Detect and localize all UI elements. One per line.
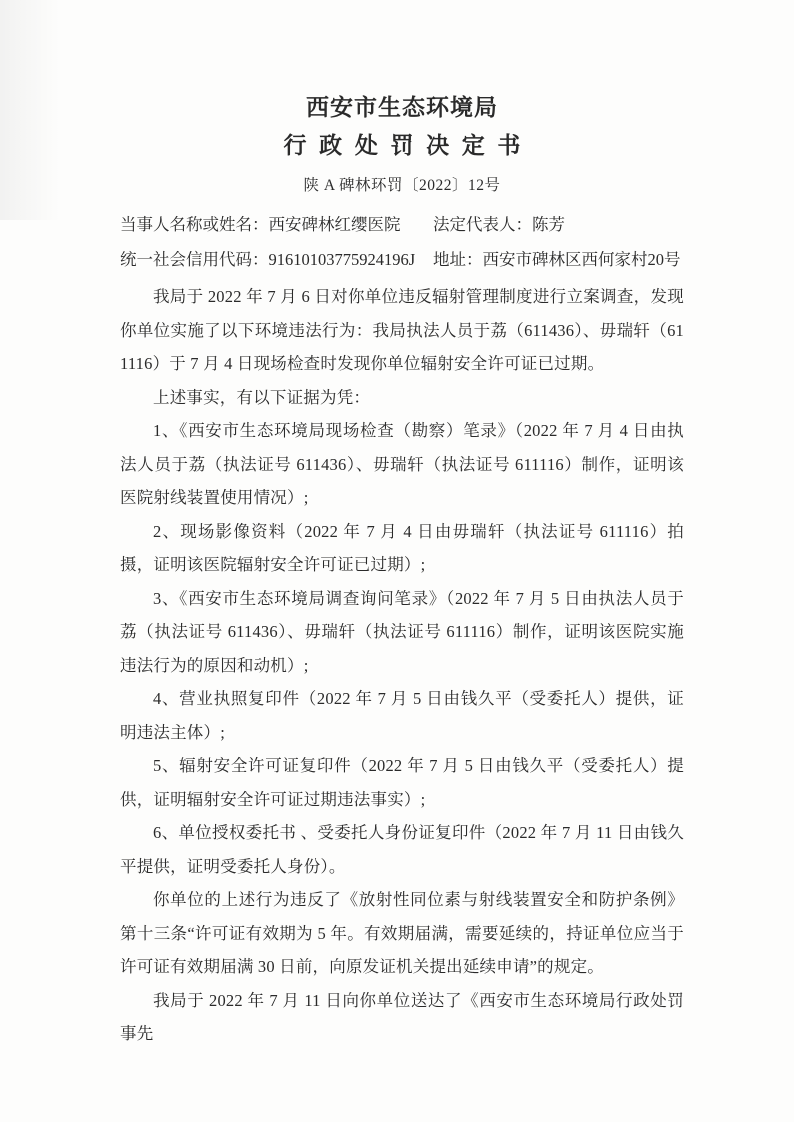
paragraph-evidence-6: 6、单位授权委托书 、受委托人身份证复印件（2022 年 7 月 11 日由钱久平提供，证明受委托人身份）。 [120, 823, 684, 876]
paragraph-evidence-1: 1、《西安市生态环境局现场检查（勘察）笔录》（2022 年 7 月 4 日由执法人员于荔（执法证号 611436）、毋瑞轩（执法证号 611116）制作，证明该医院射线装置使用情况）; [120, 421, 684, 507]
address-label: 地址： [433, 250, 483, 269]
party-info-block [120, 207, 684, 277]
legal-rep-value: 陈芳 [532, 215, 565, 234]
legal-rep-label: 法定代表人： [433, 215, 532, 234]
party-name-label: 当事人名称或姓名： [120, 215, 269, 234]
paragraph-evidence-3: 3、《西安市生态环境局调查询问笔录》（2022 年 7 月 5 日由执法人员于荔（执法证号 611436）、毋瑞轩（执法证号 611116）制作，证明该医院实施违法行为的原因和动机）; [120, 588, 684, 675]
credit-code-field [120, 242, 433, 277]
paragraph-evidence-intro: 上述事实，有以下证据为凭： [153, 387, 371, 407]
legal-rep-field [433, 207, 684, 242]
address-value: 西安市碑林区西何家村20号 [482, 250, 681, 269]
paragraph-legal-basis: 你单位的上述行为违反了《放射性同位素与射线装置安全和防护条例》第十三条“许可证有效期为 5 年。有效期届满，需要延续的，持证单位应当于许可证有效期届满 30 日前，向原发证机关提出延续申请”的规定。 [120, 890, 684, 976]
paragraph-evidence-2: 2、现场影像资料（2022 年 7 月 4 日由毋瑞轩（执法证号 611116）拍摄，证明该医院辐射安全许可证已过期）; [120, 521, 684, 574]
party-info-row-1 [120, 207, 684, 242]
paragraph-case-filing: 我局于 2022 年 7 月 6 日对你单位违反辐射管理制度进行立案调查，发现你单位实施了以下环境违法行为：我局执法人员于荔（611436）、毋瑞轩（611116）于 7 月 4 日现场检查时发现你单位辐射安全许可证已过期。 [120, 287, 684, 373]
credit-code-label: 统一社会信用代码： [120, 250, 269, 269]
address-field [433, 242, 684, 277]
credit-code-value: 91610103775924196J [268, 250, 416, 269]
document-body [120, 280, 684, 1051]
document-subtitle: 行政处罚决定书 [283, 133, 534, 158]
paragraph-evidence-5: 5、辐射安全许可证复印件（2022 年 7 月 5 日由钱久平（受委托人）提供，证明辐射安全许可证过期违法事实）; [120, 756, 684, 809]
party-info-row-2 [120, 242, 684, 277]
paragraph-evidence-4: 4、营业执照复印件（2022 年 7 月 5 日由钱久平（受委托人）提供，证明违法主体）; [120, 689, 684, 742]
party-name-value: 西安碑林红缨医院 [268, 215, 401, 234]
party-name-field [120, 207, 433, 242]
document-title: 西安市生态环境局 [306, 95, 498, 120]
document-number: 陕 A 碑林环罚〔2022〕12号 [303, 177, 501, 194]
paragraph-prior-notice: 我局于 2022 年 7 月 11 日向你单位送达了《西安市生态环境局行政处罚事先 [120, 990, 684, 1043]
